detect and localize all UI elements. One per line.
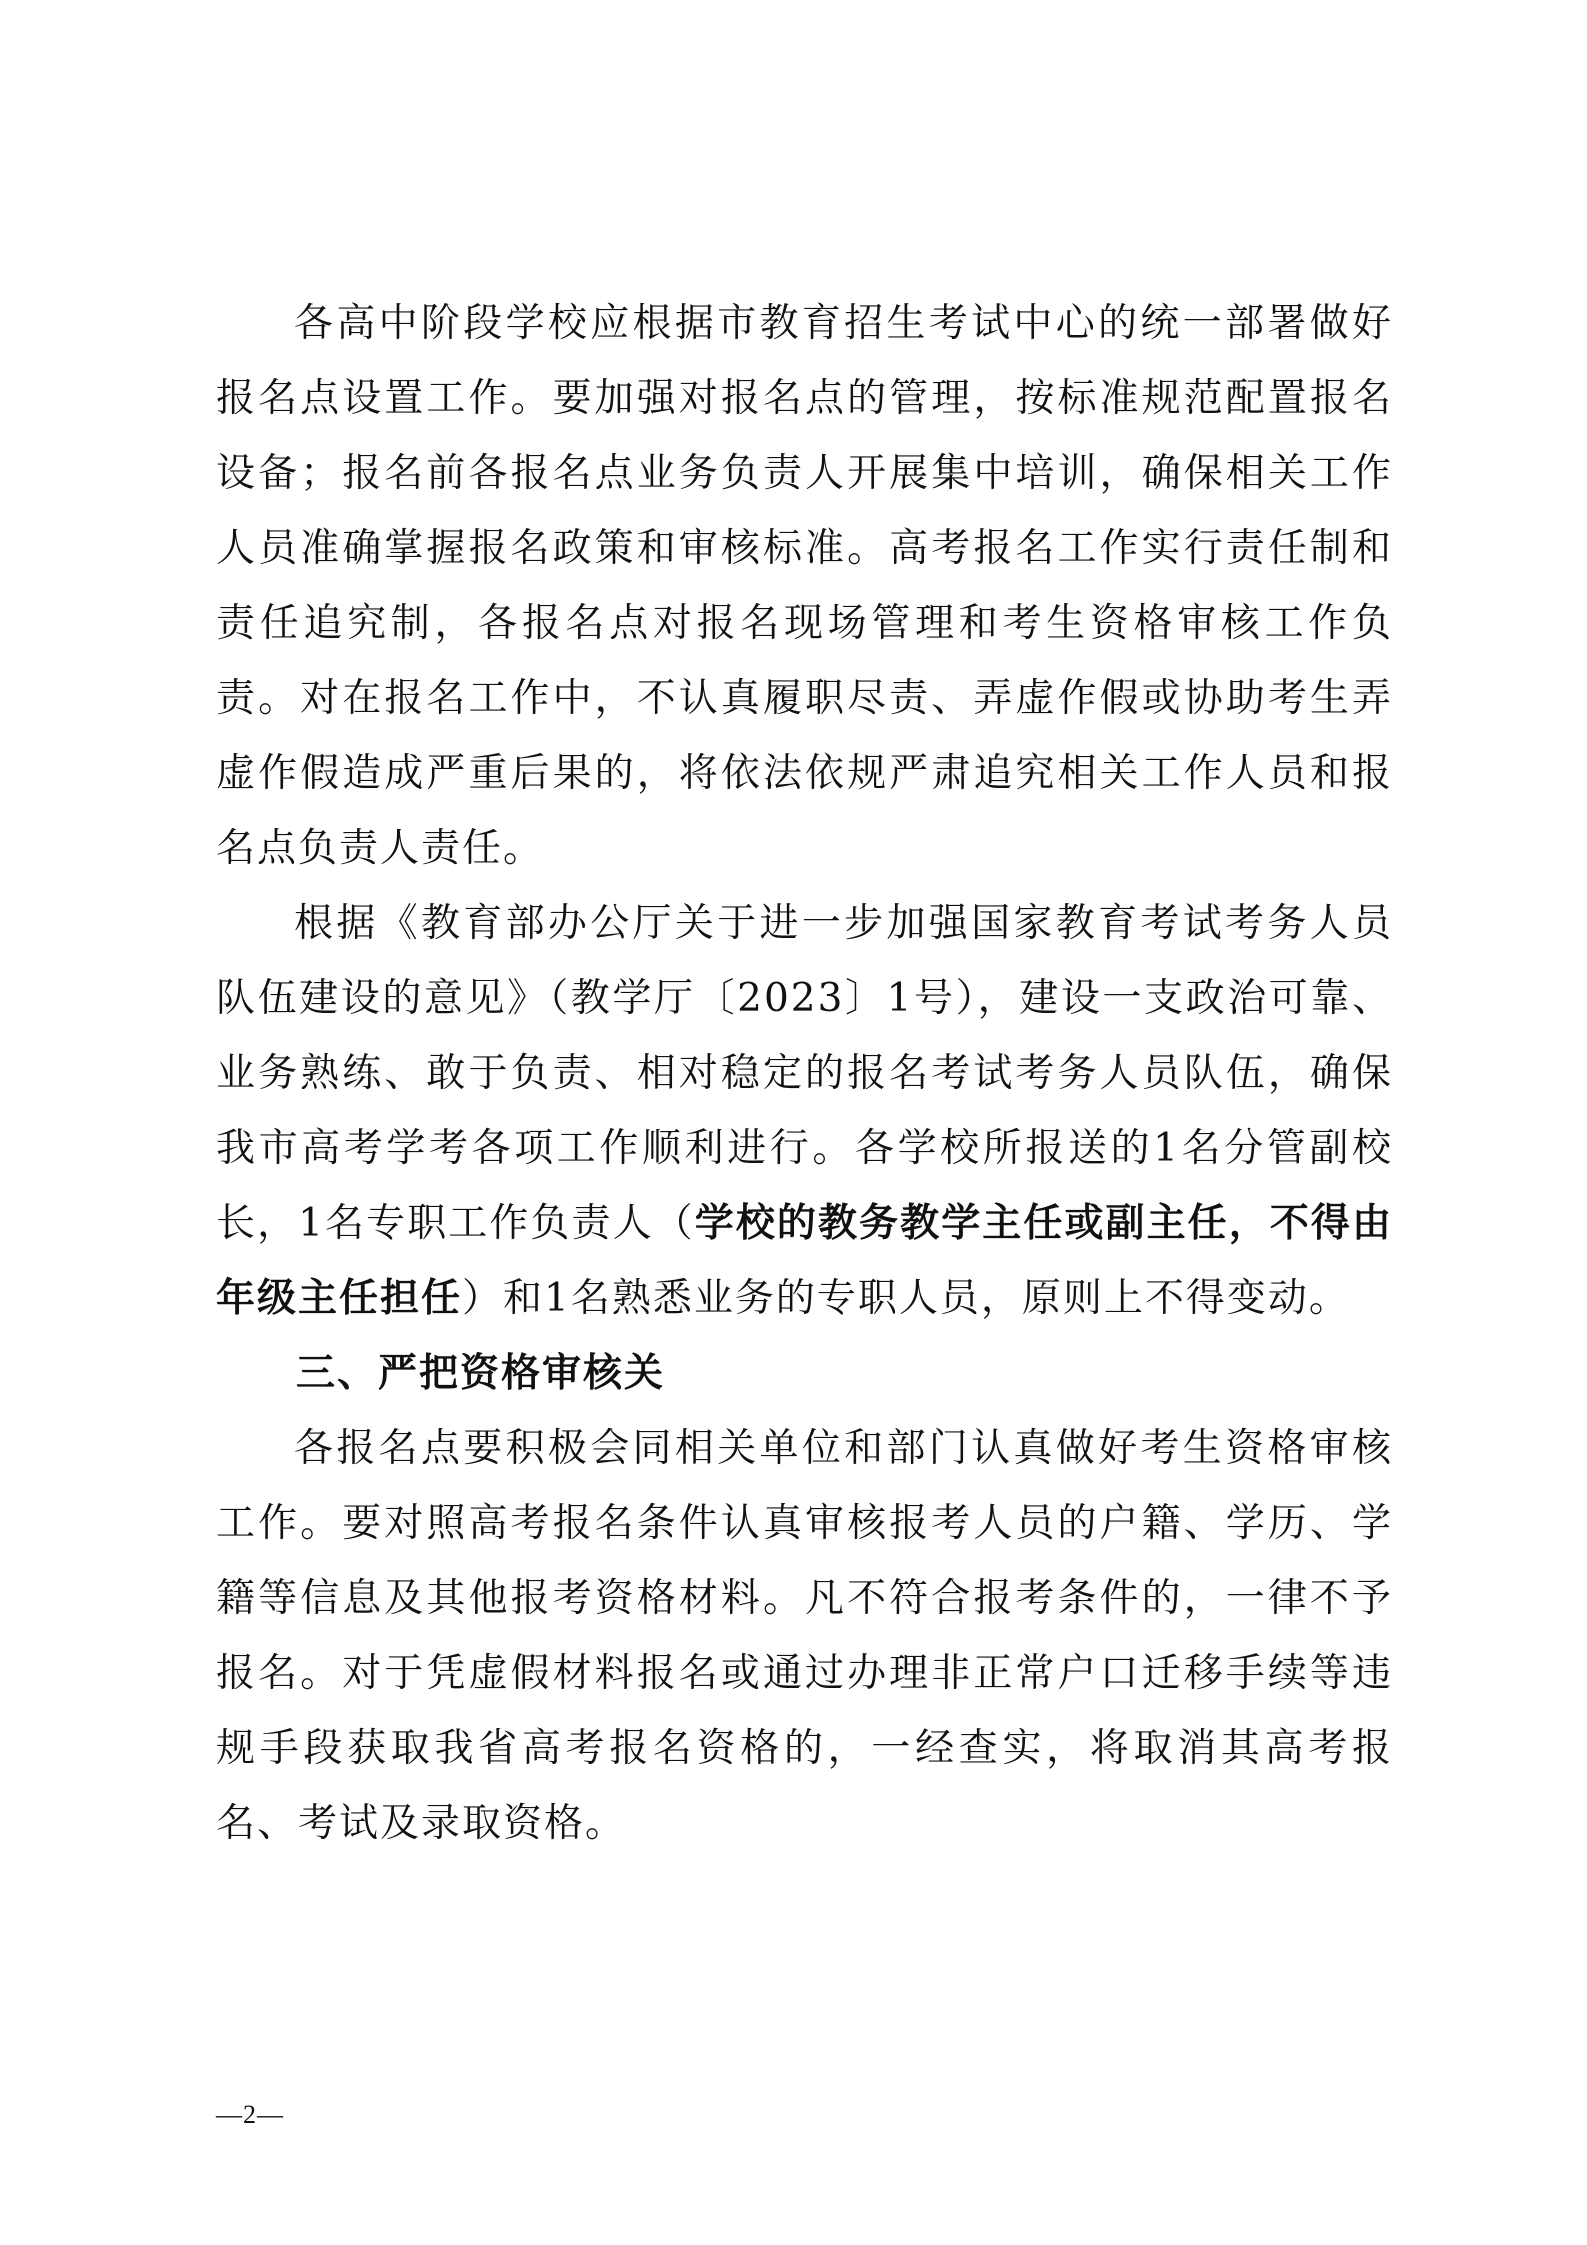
document-body [216, 286, 1393, 1861]
section-heading-qualification-review: 三、严把资格审核关 [296, 1350, 666, 1396]
paragraph-exam-staff-text-before: 根据《教育部办公厅关于进一步加强国家教育考试考务人员队伍建设的意见》（教学厅〔2023〕1号），建设一支政治可靠、业务熟练、敢于负责、相对稳定的报名考试考务人员队伍，确保我市高考学考各项工作顺利进行。各学校所报送的1名分管副校长，1名专职工作负责人（ [216, 901, 1393, 1246]
page-number: —2— [216, 2100, 284, 2129]
paragraph-exam-staff-text-after: ）和1名熟悉业务的专职人员，原则上不得变动。 [462, 1276, 1350, 1321]
paragraph-qualification-review: 各报名点要积极会同相关单位和部门认真做好考生资格审核工作。要对照高考报名条件认真审核报考人员的户籍、学历、学籍等信息及其他报考资格材料。凡不符合报考条件的，一律不予报名。对于凭虚假材料报名或通过办理非正常户口迁移手续等违规手段获取我省高考报名资格的，一经查实，将取消其高考报名、考试及录取资格。 [216, 1426, 1393, 1846]
paragraph-exam-staff-emphasis: 学校的教务教学主任或副主任，不得由年级主任担任 [216, 1200, 1393, 1321]
paragraph-registration-points: 各高中阶段学校应根据市教育招生考试中心的统一部署做好报名点设置工作。要加强对报名点的管理，按标准规范配置报名设备；报名前各报名点业务负责人开展集中培训，确保相关工作人员准确掌握报名政策和审核标准。高考报名工作实行责任制和责任追究制，各报名点对报名现场管理和考生资格审核工作负责。对在报名工作中，不认真履职尽责、弄虚作假或协助考生弄虚作假造成严重后果的，将依法依规严肃追究相关工作人员和报名点负责人责任。 [216, 301, 1393, 871]
paragraph-exam-staff [216, 886, 1393, 1336]
